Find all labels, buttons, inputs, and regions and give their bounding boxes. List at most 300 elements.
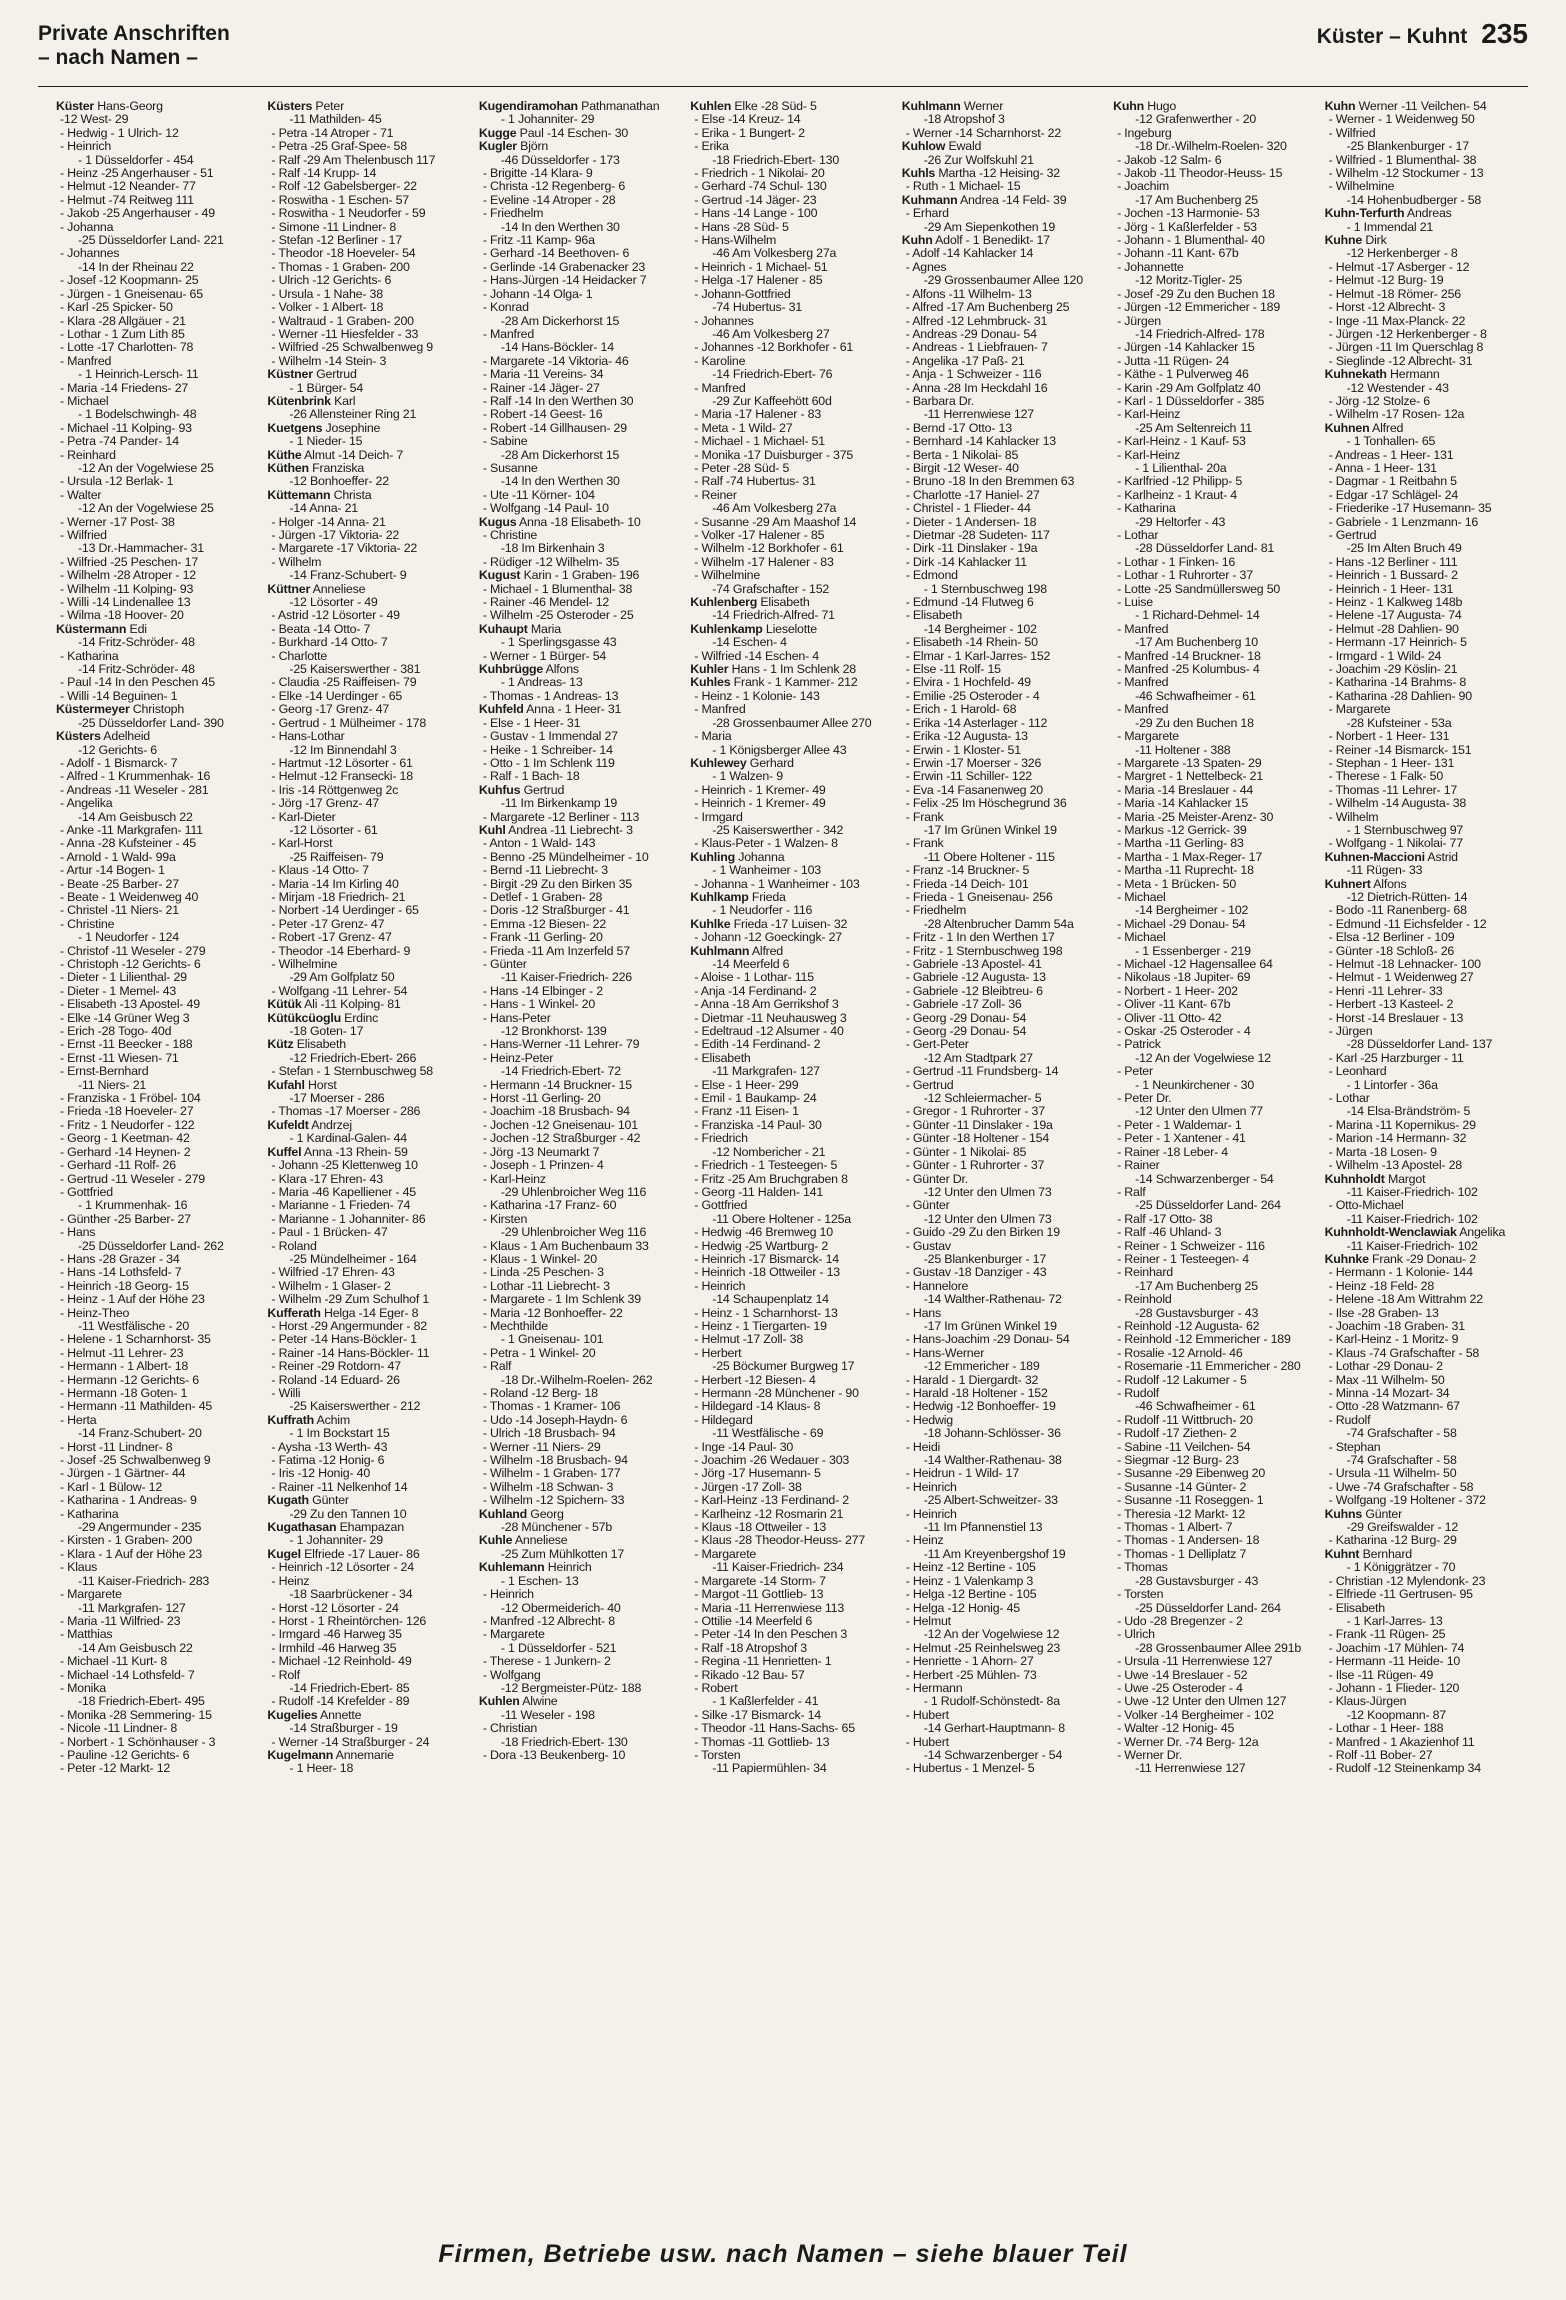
- surname: Kuhnekath: [1324, 368, 1387, 382]
- person-entry: - Johanna: [60, 220, 114, 234]
- person-entry: - Wilhelmine: [271, 958, 338, 971]
- person-entry: - Susanne -11 Roseggen- 1: [1117, 1494, 1264, 1508]
- person-entry: - Peter -14 Hans-Böckler- 1: [271, 1333, 417, 1347]
- person-entry: - Ursula -11 Wilhelm- 50: [1328, 1467, 1457, 1481]
- person-entry: - Erhard: [905, 207, 949, 221]
- address-line: -14 Friedrich-Ebert- 76: [712, 368, 833, 382]
- entry-detail: Hugo: [1144, 100, 1177, 113]
- surname: Kuhlen: [478, 1695, 520, 1709]
- person-entry: - Katharina -28 Dahlien- 90: [1328, 689, 1472, 703]
- person-entry: - Johann -14 Olga- 1: [482, 287, 593, 301]
- person-entry: - Hubert: [905, 1708, 949, 1722]
- person-entry: - Karl-Dieter: [271, 810, 336, 824]
- person-entry: - Maria -11 Herrenwiese 113: [694, 1601, 845, 1615]
- address-line: -29 Heltorfer - 43: [1135, 515, 1226, 529]
- person-entry: - Ralf -29 Am Thelenbusch 117: [271, 153, 436, 167]
- address-line: -14 In den Werthen 30: [500, 475, 620, 489]
- address-line: -11 Holtener - 388: [1135, 743, 1231, 757]
- person-entry: - Helmut - 1 Weidenweg 27: [1328, 971, 1474, 985]
- address-line: -14 Bergheimer - 102: [1135, 904, 1249, 918]
- address-line: -18 Goten- 17: [289, 1025, 364, 1039]
- surname: Kuhlenkamp: [690, 622, 763, 636]
- person-entry: - Susanne -14 Günter- 2: [1117, 1480, 1247, 1494]
- surname-entry: [479, 569, 682, 582]
- person-entry: - Katharina -12 Burg- 29: [1328, 1534, 1457, 1548]
- address-line: -25 Am Seltenreich 11: [1135, 421, 1252, 435]
- surname-entry: [479, 140, 682, 153]
- address-line: -11 Mathilden- 45: [289, 113, 382, 127]
- person-entry: - Günter -18 Schloß- 26: [1328, 944, 1455, 958]
- person-entry: - Hans-Peter: [482, 1011, 551, 1025]
- person-entry: - Klaus -14 Otto- 7: [271, 864, 369, 878]
- surname: Kuhland: [478, 1507, 528, 1521]
- surname-entry: [267, 1749, 470, 1762]
- person-entry: - Karoline: [694, 354, 746, 368]
- address-line: -12 Bergmeister-Pütz- 188: [500, 1681, 642, 1695]
- person-entry: - Rainer -14 Jäger- 27: [482, 381, 600, 395]
- person-entry: - Jürgen -17 Viktoria- 22: [271, 529, 400, 542]
- person-entry: - Helmut -18 Römer- 256: [1328, 287, 1461, 301]
- address-line: -14 Am Geisbusch 22: [78, 1641, 193, 1655]
- person-entry: - Lothar: [1328, 1092, 1370, 1106]
- person-entry: - Irmgard -46 Harweg 35: [271, 1628, 402, 1642]
- person-entry: - Henri -11 Lehrer- 33: [1328, 984, 1443, 998]
- entry-detail: Karin - 1 Graben- 196: [520, 569, 640, 583]
- surname: Kufeldt: [267, 1118, 309, 1132]
- person-entry: - Gabriele -17 Zoll- 36: [905, 998, 1022, 1012]
- surname-entry: [479, 784, 682, 797]
- address-line: -12 Im Binnendahl 3: [289, 743, 397, 757]
- person-entry: - Hermann -12 Gerichts- 6: [60, 1373, 199, 1387]
- person-entry: - Helga -12 Honig- 45: [905, 1601, 1020, 1615]
- person-entry: - Ernst-Bernhard: [60, 1065, 149, 1079]
- surname-entry: [267, 449, 470, 462]
- address-line: - 1 Neunkirchener - 30: [1135, 1078, 1255, 1092]
- person-entry: - Sieglinde -12 Albrecht- 31: [1328, 354, 1473, 368]
- person-entry: - Ralf - 1 Bach- 18: [482, 770, 580, 784]
- address-line: - 1 Sternbuschweg 198: [923, 582, 1047, 596]
- person-entry: - Helga -17 Halener - 85: [694, 274, 823, 288]
- person-entry: - Heinrich - 1 Bussard- 2: [1328, 569, 1458, 583]
- address-line: -11 Kaiser-Friedrich- 234: [712, 1561, 844, 1575]
- entry-detail: Christa: [330, 488, 372, 502]
- address-line: -29 Zu den Buchen 18: [1135, 716, 1254, 730]
- person-entry: - Gabriele - 1 Lenzmann- 16: [1328, 515, 1479, 529]
- address-line: -17 Moerser - 286: [289, 1092, 385, 1106]
- person-entry: - Klara -17 Ehren- 43: [271, 1172, 383, 1186]
- person-entry: - Gerhard -11 Rolf- 26: [60, 1159, 176, 1173]
- person-entry: - Wilhelm -12 Stockumer - 13: [1328, 167, 1484, 181]
- person-entry: - Gerhard -74 Schul- 130: [694, 180, 827, 194]
- address-line: -14 Friedrich-Alfred- 178: [1135, 327, 1265, 341]
- person-entry: - Irmhild -46 Harweg 35: [271, 1641, 397, 1655]
- person-entry: - Karlfried -12 Philipp- 5: [1117, 475, 1243, 489]
- address-line: - 1 Im Bockstart 15: [289, 1427, 390, 1441]
- surname-entry: [902, 194, 1105, 207]
- person-entry: - Fatima -12 Honig- 6: [271, 1454, 385, 1468]
- person-entry: - Klaus -28 Theodor-Heuss- 277: [694, 1534, 866, 1548]
- entry-detail: Anna - 1 Heer- 31: [523, 703, 622, 717]
- address-line: -74 Grafschafter - 58: [1346, 1427, 1457, 1441]
- person-entry: - Erwin -17 Moerser - 326: [905, 756, 1042, 770]
- surname: Kuhlemann: [478, 1561, 545, 1575]
- address-line: -29 Grossenbaumer Allee 120: [923, 274, 1083, 288]
- person-entry: - Gertrud - 1 Mülheimer - 178: [271, 716, 427, 730]
- person-entry: - Dietmar -28 Sudeten- 117: [905, 529, 1050, 542]
- entry-detail: Hans-Georg: [94, 100, 163, 113]
- person-entry: - Roswitha - 1 Neudorfer - 59: [271, 207, 426, 221]
- person-entry: - Gabriele -12 Bleibtreu- 6: [905, 984, 1043, 998]
- person-entry: - Christa -12 Regenberg- 6: [482, 180, 626, 194]
- footer-note: Firmen, Betriebe usw. nach Namen – siehe blauer Teil: [438, 2240, 1128, 2268]
- person-entry: - Hannelore: [905, 1279, 969, 1293]
- person-entry: - Josef -29 Zu den Buchen 18: [1117, 287, 1275, 301]
- person-entry: - Johann-Gottfried: [694, 287, 791, 301]
- person-entry: - Hartmut -12 Lösorter - 61: [271, 756, 413, 770]
- person-entry: - Heinz -12 Bertine - 105: [905, 1561, 1036, 1575]
- address-line: -26 Zur Wolfskuhl 21: [923, 153, 1034, 167]
- person-entry: - Maria -14 Im Kirling 40: [271, 877, 399, 891]
- surname-entry: [690, 851, 893, 864]
- person-entry: - Joachim -18 Graben- 31: [1328, 1319, 1465, 1333]
- surname-entry: [690, 100, 893, 113]
- person-entry: - Frank: [905, 837, 944, 851]
- person-entry: - Rudolf -12 Steinenkamp 34: [1328, 1762, 1481, 1776]
- entry-detail: Frieda -17 Luisen- 32: [730, 917, 848, 931]
- person-entry: - Jürgen -12 Herkenberger - 8: [1328, 327, 1487, 341]
- person-entry: - Birgit -12 Weser- 40: [905, 461, 1019, 475]
- person-entry: - Johann - 1 Flieder- 120: [1328, 1681, 1460, 1695]
- address-line: -12 Unter den Ulmen 77: [1135, 1105, 1263, 1119]
- surname: Kuhling: [690, 850, 735, 864]
- entry-detail: Elfriede -17 Lauer- 86: [300, 1547, 420, 1561]
- person-entry: - Karl-Horst: [271, 837, 333, 851]
- address-line: -12 Unter den Ulmen 73: [923, 1185, 1052, 1199]
- person-entry: - Karl - 1 Bülow- 12: [60, 1480, 163, 1494]
- person-entry: - Helmut -18 Lehnacker- 100: [1328, 958, 1481, 971]
- person-entry: - Irmgard - 1 Wild- 24: [1328, 649, 1442, 663]
- person-entry: - Wilhelm - 1 Graben- 177: [482, 1467, 621, 1481]
- person-entry: - Paul -14 In den Peschen 45: [60, 676, 215, 690]
- person-entry: - Reiner -29 Rotdorn- 47: [271, 1360, 401, 1374]
- person-entry: - Brigitte -14 Klara- 9: [482, 167, 593, 181]
- person-entry: - Henriette - 1 Ahorn- 27: [905, 1655, 1034, 1669]
- person-entry: - Oliver -11 Kant- 67b: [1117, 998, 1231, 1012]
- address-line: -17 Am Buchenberg 10: [1135, 636, 1258, 650]
- person-entry: - Heinz - 1 Kolonie- 143: [694, 689, 820, 703]
- address-line: -11 Rügen- 33: [1346, 864, 1423, 878]
- person-entry: - Horst -14 Breslauer - 13: [1328, 1011, 1464, 1025]
- address-line: -25 Blankenburger - 17: [923, 1252, 1047, 1266]
- person-entry: - Lothar - 1 Heer- 188: [1328, 1722, 1444, 1736]
- person-entry: - Heinrich - 1 Kremer- 49: [694, 783, 826, 797]
- person-entry: - Anke -11 Markgrafen- 111: [60, 823, 203, 837]
- address-line: -29 Zu den Tannen 10: [289, 1507, 407, 1521]
- person-entry: - Maria -12 Bonhoeffer- 22: [482, 1306, 623, 1320]
- address-line: - 1 Königgrätzer - 70: [1346, 1561, 1456, 1575]
- address-line: -14 Schwarzenberger - 54: [1135, 1172, 1274, 1186]
- person-entry: - Stefan - 1 Sternbuschweg 58: [271, 1065, 433, 1079]
- person-entry: - Hans - 1 Winkel- 20: [482, 998, 596, 1012]
- surname: Kuhnen: [1324, 421, 1370, 435]
- person-entry: - Anna -28 Kufsteiner - 45: [60, 837, 196, 851]
- person-entry: - Karlheinz - 1 Kraut- 4: [1117, 488, 1237, 502]
- person-entry: - Ruth - 1 Michael- 15: [905, 180, 1021, 194]
- person-entry: - Wilhelm -14 Stein- 3: [271, 354, 387, 368]
- page-number: 235: [1481, 18, 1528, 49]
- address-line: - 1 Rudolf-Schönstedt- 8a: [923, 1695, 1060, 1709]
- person-entry: - Elke -14 Grüner Weg 3: [60, 1011, 190, 1025]
- person-entry: - Dietmar -11 Neuhausweg 3: [694, 1011, 847, 1025]
- person-entry: - Hubertus - 1 Menzel- 5: [905, 1762, 1035, 1776]
- surname: Küttemann: [267, 488, 331, 502]
- address-line: -14 Straßburger - 19: [289, 1722, 398, 1736]
- address-line: -28 Gustavsburger - 43: [1135, 1306, 1259, 1320]
- person-entry: - Klaus: [60, 1561, 98, 1575]
- surname: Kuhles: [690, 676, 731, 690]
- person-entry: - Horst -29 Angermunder - 82: [271, 1319, 427, 1333]
- person-entry: - Marion -14 Hermann- 32: [1328, 1132, 1467, 1146]
- person-entry: - Christine: [60, 917, 115, 931]
- person-entry: - Patrick: [1117, 1038, 1161, 1052]
- person-entry: - Wilhelm -28 Atroper - 12: [60, 569, 196, 583]
- person-entry: - Willi -14 Lindenallee 13: [60, 596, 191, 610]
- person-entry: - Hedwig -25 Wartburg- 2: [694, 1239, 829, 1253]
- person-entry: - Jochen -13 Harmonie- 53: [1117, 207, 1260, 221]
- person-entry: - Ernst -11 Beecker - 188: [60, 1038, 193, 1052]
- person-entry: - Andreas -11 Weseler - 281: [60, 783, 209, 797]
- person-entry: - Manfred: [1117, 676, 1169, 690]
- person-entry: - Jakob -25 Angerhauser - 49: [60, 207, 215, 221]
- person-entry: - Maria -11 Vereins- 34: [482, 368, 604, 382]
- entry-detail: Lieselotte: [762, 622, 817, 636]
- address-line: -12 Moritz-Tigler- 25: [1135, 274, 1243, 288]
- address-line: -46 Schwafheimer - 61: [1135, 689, 1256, 703]
- surname-entry: [902, 167, 1105, 180]
- surname: Kuhn-Terfurth: [1324, 207, 1405, 221]
- entry-detail: Karl: [330, 394, 356, 408]
- person-entry: - Hans -28 Grazer - 34: [60, 1252, 180, 1266]
- person-entry: - Elisabeth: [1328, 1601, 1385, 1615]
- person-entry: - Stephan: [1328, 1440, 1381, 1454]
- person-entry: - Franz -11 Eisen- 1: [694, 1105, 799, 1119]
- address-line: -12 Unter den Ulmen 73: [923, 1212, 1052, 1226]
- directory-column-3: [479, 100, 682, 2230]
- surname: Kugelies: [267, 1708, 318, 1722]
- person-entry: - Wolfgang -14 Paul- 10: [482, 502, 609, 516]
- address-line: -18 Dr.-Wilhelm-Roelen- 320: [1135, 140, 1287, 154]
- surname-entry: [267, 1012, 470, 1025]
- surname: Kuhlewey: [690, 756, 747, 770]
- entry-detail: Astrid: [1424, 850, 1458, 864]
- person-entry: - Wilma -18 Hoover- 20: [60, 609, 184, 623]
- person-entry: - Elisabeth: [694, 1051, 751, 1065]
- surname: Kuhn: [1324, 100, 1356, 113]
- address-line: - 1 Tonhallen- 65: [1346, 435, 1436, 449]
- person-entry: - Margarete: [1117, 730, 1179, 744]
- entry-detail: Anna -18 Elisabeth- 10: [516, 515, 641, 529]
- address-line: -25 Kaiserswerther - 212: [289, 1400, 421, 1414]
- person-entry: - Hans: [905, 1306, 941, 1320]
- surname: Kuhlmann: [690, 944, 750, 958]
- person-entry: - Robert -14 Geest- 16: [482, 408, 603, 422]
- person-entry: - Erika - 1 Bungert- 2: [694, 126, 805, 140]
- person-entry: - Hans -28 Süd- 5: [694, 220, 789, 234]
- person-entry: - Jürgen -12 Emmericher - 189: [1117, 301, 1281, 315]
- person-entry: - Gerhard -14 Heynen- 2: [60, 1145, 191, 1159]
- person-entry: - Herbert -13 Kasteel- 2: [1328, 998, 1454, 1012]
- entry-detail: Erdinc: [340, 1011, 379, 1025]
- person-entry: - Wilfried -14 Eschen- 4: [694, 649, 819, 663]
- person-entry: - Hermann -14 Bruckner- 15: [482, 1078, 632, 1092]
- person-entry: - Harald -18 Holtener - 152: [905, 1387, 1048, 1400]
- entry-detail: Hermann: [1386, 368, 1440, 382]
- person-entry: - Hans-Wilhelm: [694, 234, 777, 248]
- person-entry: - Leonhard: [1328, 1065, 1387, 1079]
- person-entry: - Otto -28 Watzmann- 67: [1328, 1400, 1460, 1414]
- surname: Kütz: [267, 1038, 294, 1052]
- person-entry: - Franziska -14 Paul- 30: [694, 1118, 822, 1132]
- person-entry: - Rainer -11 Nelkenhof 14: [271, 1480, 408, 1494]
- directory-column-7: [1325, 100, 1528, 2230]
- person-entry: - Frieda -11 Am Inzerfeld 57: [482, 944, 630, 958]
- person-entry: - Jörg -17 Husemann- 5: [694, 1467, 821, 1481]
- surname-entry: [1325, 851, 1528, 864]
- person-entry: - Angelika: [60, 797, 113, 811]
- surname: Kuffrath: [267, 1413, 314, 1427]
- surname: Kuhnt: [1324, 1547, 1360, 1561]
- address-line: -46 Schwafheimer - 61: [1135, 1400, 1256, 1414]
- person-entry: - Thomas - 1 Albert- 7: [1117, 1521, 1233, 1535]
- person-entry: - Dieter - 1 Memel- 43: [60, 984, 177, 998]
- person-entry: - Eva -14 Fasanenweg 20: [905, 783, 1043, 797]
- person-entry: - Jürgen -14 Kahlacker 15: [1117, 341, 1255, 355]
- person-entry: - Karl-Heinz: [1117, 408, 1181, 422]
- person-entry: - Harald - 1 Diergardt- 32: [905, 1373, 1039, 1387]
- person-entry: - Peter: [1117, 1065, 1153, 1079]
- person-entry: - Herta: [60, 1413, 97, 1427]
- person-entry: - Johann - 1 Blumenthal- 40: [1117, 234, 1265, 248]
- surname: Kuhlenberg: [690, 596, 758, 610]
- person-entry: - Friedrich - 1 Testeegen- 5: [694, 1159, 838, 1173]
- person-entry: - Jürgen: [1328, 1025, 1373, 1039]
- address-line: -14 Hans-Böckler- 14: [500, 341, 614, 355]
- person-entry: - Michael - 1 Michael- 51: [694, 435, 825, 449]
- person-entry: - Karlheinz -12 Rosmarin 21: [694, 1507, 844, 1521]
- header-divider: [38, 86, 1528, 87]
- address-line: -18 Saarbrückener - 34: [289, 1588, 413, 1602]
- person-entry: - Robert -17 Grenz- 47: [271, 931, 392, 945]
- person-entry: - Heinrich -18 Georg- 15: [60, 1279, 189, 1293]
- person-entry: - Aloise - 1 Lothar- 115: [694, 971, 814, 985]
- person-entry: - Norbert - 1 Schönhauser - 3: [60, 1735, 216, 1749]
- address-line: -11 Westfälische - 20: [78, 1319, 190, 1333]
- address-line: -12 Westender - 43: [1346, 381, 1449, 395]
- surname-entry: [56, 623, 259, 636]
- person-entry: - Hermann: [905, 1681, 963, 1695]
- surname: Küthe: [267, 448, 302, 462]
- surname-entry: [267, 1414, 470, 1427]
- person-entry: - Jörg -17 Grenz- 47: [271, 797, 379, 811]
- surname-entry: [267, 1548, 470, 1561]
- surname: Kuhlen: [690, 100, 732, 113]
- person-entry: - Reinhard: [1117, 1266, 1173, 1280]
- person-entry: - Heinz: [905, 1534, 944, 1548]
- person-entry: - Birgit -29 Zu den Birken 35: [482, 877, 632, 891]
- person-entry: - Helmut -25 Reinhelsweg 23: [905, 1641, 1061, 1655]
- directory-column-2: [267, 100, 470, 2230]
- person-entry: - Klaus -18 Ottweiler - 13: [694, 1521, 827, 1535]
- person-entry: - Iris -12 Honig- 40: [271, 1467, 371, 1481]
- surname-entry: [267, 998, 470, 1011]
- person-entry: - Susanne -29 Am Maashof 14: [694, 515, 857, 529]
- address-line: -14 Walther-Rathenau- 38: [923, 1454, 1062, 1468]
- address-line: - 1 Eschen- 13: [500, 1574, 579, 1588]
- person-entry: - Silke -17 Bismarck- 14: [694, 1708, 821, 1722]
- entry-detail: Adelheid: [100, 730, 150, 744]
- address-line: -11 Westfälische - 69: [712, 1427, 824, 1441]
- address-line: -12 Bonhoeffer- 22: [289, 475, 389, 489]
- surname-entry: [902, 140, 1105, 153]
- person-entry: - Stefan -12 Berliner - 17: [271, 234, 402, 248]
- person-entry: - Jürgen: [1117, 314, 1161, 328]
- entry-detail: Bernhard: [1359, 1547, 1412, 1561]
- surname: Kufahl: [267, 1078, 305, 1092]
- surname: Kugendiramohan: [478, 100, 578, 113]
- person-entry: - Erich -28 Togo- 40d: [60, 1025, 172, 1039]
- person-entry: - Manfred: [60, 354, 112, 368]
- address-line: -46 Am Volkesberg 27a: [712, 502, 837, 516]
- person-entry: - Roland -14 Eduard- 26: [271, 1373, 400, 1387]
- person-entry: - Therese - 1 Falk- 50: [1328, 770, 1444, 784]
- person-entry: - Klara -28 Allgäuer - 21: [60, 314, 186, 328]
- address-line: -11 Im Birkenkamp 19: [500, 797, 618, 811]
- surname: Kuhlkamp: [690, 890, 749, 904]
- person-entry: - Nikolaus -18 Jupiter- 69: [1117, 971, 1251, 985]
- person-entry: - Ulrich -18 Brusbach- 94: [482, 1427, 616, 1441]
- person-entry: - Hans-Joachim -29 Donau- 54: [905, 1333, 1070, 1347]
- address-line: -14 Meerfeld 6: [712, 958, 790, 971]
- person-entry: - Fritz -25 Am Bruchgraben 8: [694, 1172, 848, 1186]
- person-entry: - Werner - 1 Bürger- 54: [482, 649, 607, 663]
- person-entry: - Emma -12 Biesen- 22: [482, 917, 607, 931]
- person-entry: - Andreas -29 Donau- 54: [905, 327, 1037, 341]
- address-line: -12 An der Vogelwiese 12: [923, 1628, 1060, 1642]
- person-entry: - Michael -29 Donau- 54: [1117, 917, 1246, 931]
- person-entry: - Helmut -74 Reitweg 111: [60, 193, 194, 207]
- person-entry: - Helene -18 Am Wittrahm 22: [1328, 1293, 1483, 1307]
- address-line: -25 Mündelheimer - 164: [289, 1252, 417, 1266]
- person-entry: - Johannes: [694, 314, 754, 328]
- entry-detail: Achim: [314, 1413, 350, 1427]
- person-entry: - Herbert: [694, 1346, 742, 1360]
- surname-entry: [479, 663, 682, 676]
- address-line: -14 Gerhart-Hauptmann- 8: [923, 1722, 1065, 1736]
- surname: Kütenbrink: [267, 394, 331, 408]
- person-entry: - Dora -13 Beukenberg- 10: [482, 1748, 626, 1762]
- person-entry: - Inge -11 Max-Planck- 22: [1328, 314, 1466, 328]
- surname: Kugler: [478, 140, 517, 154]
- person-entry: - Günter: [482, 958, 527, 971]
- address-line: -18 Friedrich-Ebert- 130: [500, 1735, 628, 1749]
- surname: Kuhmann: [901, 193, 958, 207]
- person-entry: - Wilhelm -11 Kolping- 93: [60, 582, 194, 596]
- person-entry: - Norbert -14 Uerdinger - 65: [271, 904, 419, 918]
- person-entry: - Uwe -74 Grafschafter - 58: [1328, 1480, 1474, 1494]
- person-entry: - Hedwig - 1 Ulrich- 12: [60, 126, 179, 140]
- person-entry: - Heinz - 1 Kalkweg 148b: [1328, 596, 1463, 610]
- entry-detail: Dirk: [1362, 234, 1387, 248]
